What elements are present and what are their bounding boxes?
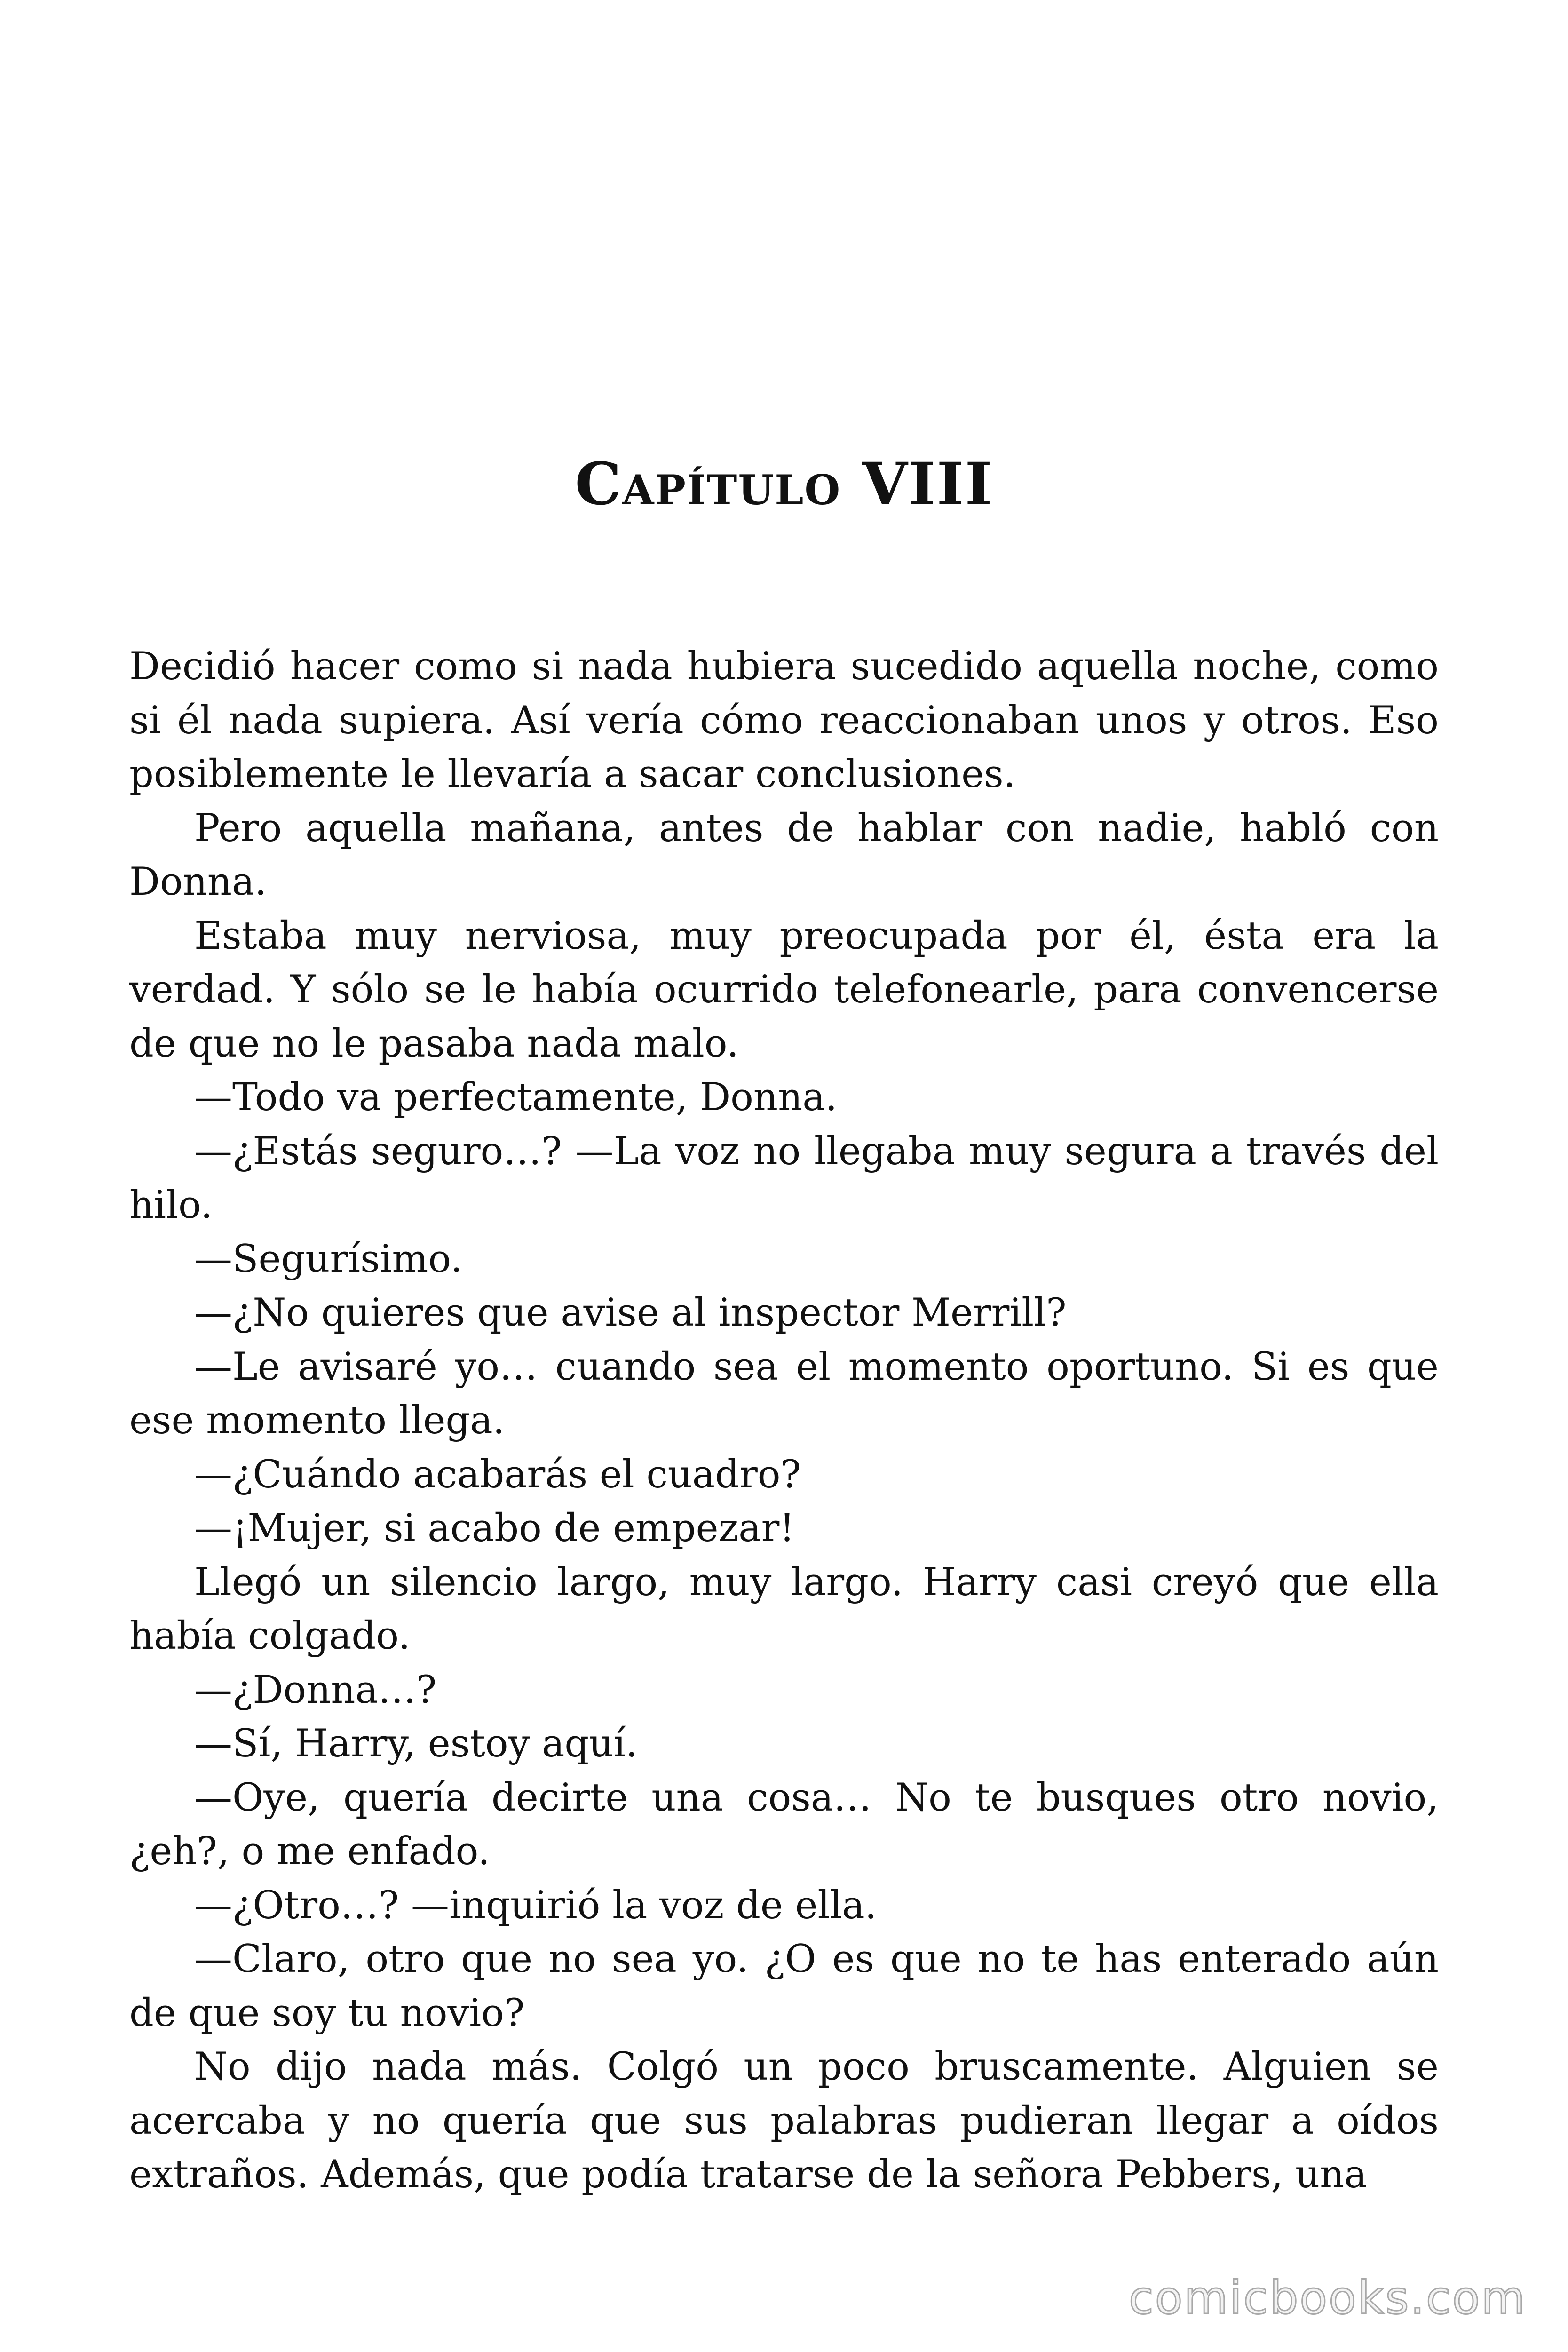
paragraph: Llegó un silencio largo, muy largo. Harry casi creyó que ella había colgado. <box>129 1560 1439 1658</box>
paragraph: Decidió hacer como si nada hubiera sucedido aquella noche, como si él nada supiera. Así vería cómo reaccionaban unos y otros. Eso posiblemente le llevaría a sacar conclusiones. <box>129 644 1439 796</box>
paragraph: —¡Mujer, si acabo de empezar! <box>194 1506 795 1550</box>
paragraph: —Segurísimo. <box>194 1237 463 1281</box>
paragraph: —Sí, Harry, estoy aquí. <box>194 1722 638 1766</box>
paragraph: —Claro, otro que no sea yo. ¿O es que no te has enterado aún de que soy tu novio? <box>129 1937 1439 2035</box>
paragraph: —¿Estás seguro…? —La voz no llegaba muy segura a través del hilo. <box>129 1129 1439 1227</box>
paragraph: —Oye, quería decirte una cosa… No te busques otro novio, ¿eh?, o me enfado. <box>129 1775 1439 1874</box>
chapter-title: Capítulo VIII <box>575 450 993 518</box>
paragraph: No dijo nada más. Colgó un poco bruscamente. Alguien se acercaba y no quería que sus palabras pudieran llegar a oídos extraños. Además, que podía tratarse de la señora Pebbers, una <box>129 2045 1439 2197</box>
chapter-body <box>129 640 1439 2202</box>
paragraph: —¿Otro…? —inquirió la voz de ella. <box>194 1883 877 1928</box>
paragraph: —¿Donna…? <box>194 1668 437 1712</box>
paragraph: —¿No quieres que avise al inspector Merrill? <box>194 1291 1067 1335</box>
watermark-logo: comicbooks.com <box>1128 2272 1527 2324</box>
paragraph: —Todo va perfectamente, Donna. <box>194 1075 838 1120</box>
paragraph: —Le avisaré yo… cuando sea el momento oportuno. Si es que ese momento llega. <box>129 1344 1439 1443</box>
paragraph: Pero aquella mañana, antes de hablar con nadie, habló con Donna. <box>129 806 1439 904</box>
paragraph: Estaba muy nerviosa, muy preocupada por él, ésta era la verdad. Y sólo se le había ocurrido telefonearle, para convencerse de que no le pasaba nada malo. <box>129 914 1439 1066</box>
paragraph: —¿Cuándo acabarás el cuadro? <box>194 1452 801 1497</box>
